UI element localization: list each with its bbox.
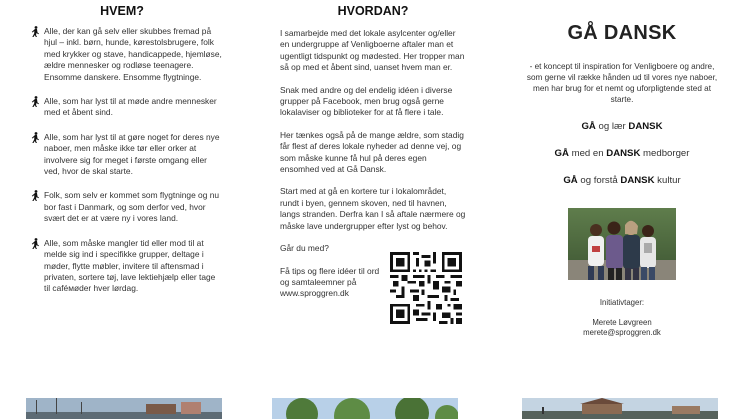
- list-item: [22, 132, 222, 178]
- initiators-label: Initiativtager:: [599, 298, 645, 307]
- list-item-text: Alle, som måske mangler tid eller mod til at melde sig ind i specifikke grupper, deltage i møder, flytte møbler, invitere til aftensmad i privaten, sortere tøj, lave lektiehjælp eller tage til caféмøder hver lørdag.: [44, 237, 216, 294]
- motto-text: med en: [568, 148, 607, 159]
- walking-person-icon: [30, 190, 40, 201]
- column-hvordan: [280, 0, 466, 311]
- list-item: [22, 238, 222, 295]
- column-hvem: [22, 0, 222, 308]
- motto-bold: DANSK: [620, 175, 655, 186]
- walking-person-icon: [30, 26, 40, 37]
- paragraph: Start med at gå en kortere tur i lokalområdet, rundt i byen, gennem skoven, ned til havnen, langs stranden. Derfra kan I så aftale nærmere og måske lave undergrupper efter lyst og behov.: [280, 186, 466, 231]
- initiator-email[interactable]: merete@sproggren.dk: [583, 328, 661, 337]
- motto-bold: GÅ: [581, 121, 596, 132]
- paragraph: I samarbejde med det lokale asylcenter og/eller en undergruppe af Venligboerne aftaler man et ugentligt tidspunkt og mødested. Her tropper man så op med et åbent sind, uanset hvem man er.: [280, 28, 465, 73]
- list-item: [22, 26, 222, 83]
- park-photo: [272, 398, 458, 419]
- list-item-text: Alle, som har lyst til at gøre noget for deres nye naboer, men måske ikke tør eller orker at involvere sig for meget i første omgang eller ved, hvor de skal starte.: [44, 131, 220, 177]
- walking-person-icon: [30, 96, 40, 107]
- motto-bold: GÅ: [563, 175, 578, 186]
- motto-bold: DANSK: [628, 121, 663, 132]
- list-item: [22, 190, 222, 224]
- list-item-text: Alle, som har lyst til at møde andre mennesker med et åbent sind.: [44, 96, 217, 118]
- page-title: GÅ DANSK: [567, 22, 677, 44]
- motto-text: og forstå: [577, 175, 621, 186]
- motto-line-3: [524, 175, 720, 186]
- list-item-text: Alle, der kan gå selv eller skubbes fremad på hjul – inkl. børn, hunde, kørestolsbrugere, folk med krykker og stave, handicappede, hjemløse, ældre mennesker og rodløse teenagere. Ensomme danskere. Ensomme flygtninge.: [44, 26, 222, 82]
- list-item-text: Folk, som selv er kommet som flygtninge og nu bor fast i Danmark, og som derfor ved, hvor svært det er at være ny i vores land.: [44, 190, 220, 224]
- motto-bold: DANSK: [606, 148, 641, 159]
- heading-hvordan: HVORDAN?: [337, 4, 409, 18]
- heading-hvem: HVEM?: [100, 4, 144, 18]
- group-photo: [568, 208, 676, 280]
- harbor-photo: [26, 398, 222, 419]
- motto-text: og lær: [595, 121, 629, 132]
- motto-text: kultur: [654, 175, 681, 186]
- list-item: [22, 96, 222, 119]
- motto-bold: GÅ: [554, 148, 569, 159]
- qr-caption: Få tips og flere idéer til ord og samtaleemner på www.sproggren.dk: [280, 265, 380, 299]
- initiators-block: [524, 298, 720, 339]
- qr-code-icon[interactable]: [390, 252, 462, 324]
- column-ga-dansk: [524, 0, 720, 339]
- motto-text: medborger: [640, 148, 690, 159]
- paragraph: Går du med?: [280, 243, 329, 254]
- hvem-list: [22, 26, 222, 295]
- initiator-name: Merete Løvgreen: [592, 317, 652, 327]
- intro-text: - et koncept til inspiration for Venligboere og andre, som gerne vil række hånden ud til vores nye naboer, men har brug for et nemt og uforpligtende sted at starte.: [526, 62, 718, 104]
- paragraph: Her tænkes også på de mange ældre, som stadig får flest af deres lokale nyheder ad denne vej, og som måske kunne få hul på deres egen ensomhed ved at Gå Dansk.: [280, 129, 464, 175]
- walking-person-icon: [30, 132, 40, 143]
- motto-line-2: [524, 148, 720, 159]
- motto-line-1: [524, 121, 720, 132]
- town-photo: [522, 398, 718, 419]
- walking-person-icon: [30, 238, 40, 249]
- paragraph: Snak med andre og del endelig idéen i diverse grupper på Facebook, men brug også gerne lokalaviser og biblioteker for at få flere i tale.: [280, 84, 453, 118]
- qr-section: [280, 266, 466, 300]
